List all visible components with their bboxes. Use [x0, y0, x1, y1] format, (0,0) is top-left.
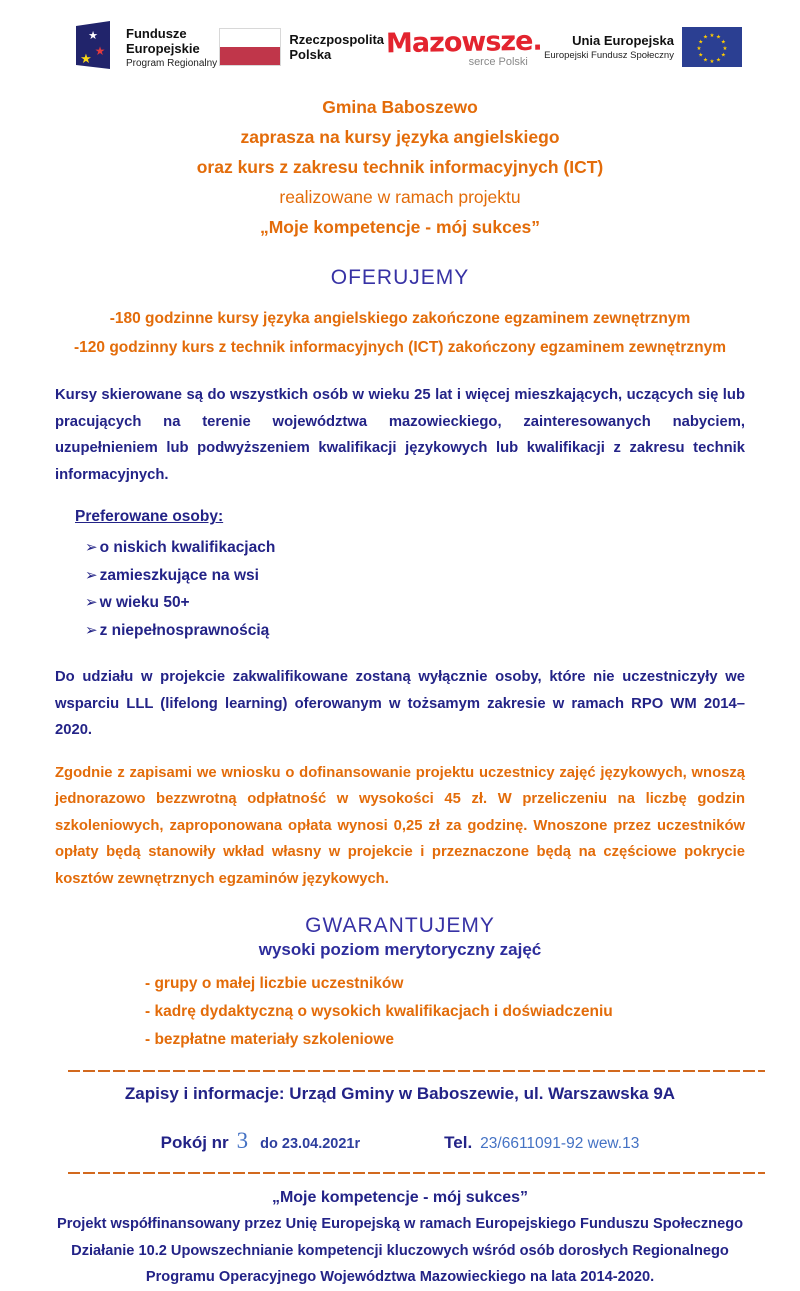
preferred-heading: Preferowane osoby:: [75, 508, 224, 525]
eligibility-paragraph: Do udziału w projekcie zakwalifikowane zostaną wyłącznie osoby, które nie uczestniczyły we wsparciu LLL (lifelong learning) oferowanym w tożsamym zakresie w ramach RPO WM 2014–2020.: [55, 669, 745, 738]
eu-title: Unia Europejska: [572, 33, 674, 48]
guarantee-subheading: wysoki poziom merytoryczny zajęć: [258, 940, 542, 959]
logo-fundusze-europejskie: [66, 17, 217, 78]
poland-line-1: Rzeczpospolita: [289, 32, 384, 47]
fe-title-2: Europejskie: [126, 40, 200, 56]
room-label: Pokój nr: [160, 1133, 229, 1152]
poland-flag-icon: [219, 28, 281, 66]
svg-text:★: ★: [716, 57, 721, 64]
svg-text:★: ★: [80, 51, 92, 67]
contact-line: Zapisy i informacje: Urząd Gminy w Baboszewie, ul. Warszawska 9A: [124, 1084, 676, 1103]
offer-heading: OFERUJEMY: [330, 266, 470, 289]
svg-text:★: ★: [709, 33, 715, 39]
list-item-label: w wieku 50+: [99, 594, 190, 611]
tel-label: Tel.: [444, 1133, 473, 1152]
svg-text:★: ★: [696, 46, 702, 52]
target-group-paragraph: Kursy skierowane są do wszystkich osób w wieku 25 lat i więcej mieszkających, uczących się lub pracujących na terenie województwa mazowieckiego, zainteresowanych nabyciem, uzupełnieniem lub podwyższeniem kwalifikacji językowych lub kwalifikacji z zakresu technik informacyjnych.: [55, 387, 745, 483]
logo-rzeczpospolita-polska: [219, 28, 384, 66]
title-line-1: Gmina Baboszewo: [322, 97, 478, 117]
fundusze-europejskie-label: [126, 26, 217, 69]
room-and-phone-row: [0, 1128, 800, 1154]
logo-strip: [0, 14, 800, 80]
fe-subtitle: Program Regionalny: [126, 57, 218, 69]
svg-text:★: ★: [716, 34, 721, 41]
flyer-title-block: [0, 92, 800, 242]
list-item-label: z niepełnosprawnością: [99, 621, 270, 639]
arrow-bullet-icon: ➢: [85, 539, 98, 556]
list-item: [85, 534, 800, 562]
dashed-divider: [68, 1172, 765, 1174]
list-item-label: zamieszkujące na wsi: [99, 566, 259, 584]
eu-subtitle: Europejski Fundusz Społeczny: [544, 50, 674, 61]
preferred-list: [85, 534, 800, 644]
title-line-5: „Moje kompetencje - mój sukces”: [259, 217, 541, 237]
list-item: [85, 562, 800, 590]
list-item: [85, 617, 800, 645]
footer: [0, 1184, 800, 1291]
logo-mazowsze: [386, 27, 542, 68]
tel-number: 23/6611091-92 wew.13: [480, 1135, 640, 1152]
arrow-bullet-icon: ➢: [85, 621, 98, 639]
svg-text:★: ★: [720, 52, 726, 59]
room-number: 3: [236, 1128, 249, 1153]
footer-line: Działanie 10.2 Upowszechnianie kompetencji kluczowych wśród osób dorosłych Regionalnego: [71, 1242, 729, 1259]
title-line-2: zaprasza na kursy języka angielskiego: [240, 127, 560, 147]
offer-item: -180 godzinne kursy języka angielskiego zakończone egzaminem zewnętrznym: [109, 310, 691, 327]
svg-text:★: ★: [703, 34, 708, 41]
svg-text:★: ★: [722, 46, 728, 52]
arrow-bullet-icon: ➢: [85, 594, 98, 611]
poland-label: [289, 32, 384, 62]
list-item: [85, 589, 800, 617]
svg-text:★: ★: [698, 52, 704, 59]
offer-item: -120 godzinny kurs z technik informacyjnych (ICT) zakończony egzaminem zewnętrznym: [73, 339, 726, 356]
list-item: - kadrę dydaktyczną o wysokich kwalifikacjach i doświadczeniu: [145, 1003, 613, 1020]
poland-line-2: Polska: [289, 47, 332, 62]
fundusze-europejskie-flag-icon: [66, 17, 118, 78]
mazowsze-tagline: serce Polski: [468, 55, 528, 68]
svg-text:★: ★: [94, 43, 106, 58]
footer-line: Programu Operacyjnego Województwa Mazowieckiego na lata 2014-2020.: [145, 1269, 655, 1285]
list-item: - bezpłatne materiały szkoleniowe: [145, 1031, 394, 1048]
guarantee-list: [145, 970, 800, 1054]
eu-label: [544, 33, 674, 61]
list-item-label: o niskich kwalifikacjach: [99, 539, 276, 556]
title-line-4: realizowane w ramach projektu: [279, 187, 521, 207]
offer-items: [0, 304, 800, 362]
svg-text:★: ★: [703, 57, 708, 64]
guarantee-heading: GWARANTUJEMY: [305, 914, 495, 937]
svg-text:★: ★: [88, 28, 98, 42]
footer-line: Projekt współfinansowany przez Unię Europejską w ramach Europejskiego Funduszu Społecznego: [56, 1216, 744, 1232]
title-line-3: oraz kurs z zakresu technik informacyjnych (ICT): [196, 157, 604, 177]
list-item: - grupy o małej liczbie uczestników: [145, 975, 404, 992]
fees-paragraph: Zgodnie z zapisami we wniosku o dofinansowanie projektu uczestnicy zajęć językowych, wnoszą jednorazowo bezzwrotną odpłatność w wysokości 45 zł. W przeliczeniu na liczbę godzin szkoleniowych, zaproponowana opłata wynosi 0,25 zł za godzinę. Wnoszone przez uczestników opłaty będą stanowiły wkład własny w projekcie i przeznaczone będą na częściowe pokrycie kosztów zewnętrznych egzaminów językowych.: [55, 764, 745, 887]
logo-unia-europejska: [544, 27, 742, 67]
footer-project-title: „Moje kompetencje - mój sukces”: [271, 1189, 529, 1206]
deadline: do 23.04.2021r: [260, 1136, 361, 1152]
eu-flag-icon: [682, 27, 742, 67]
svg-text:★: ★: [709, 59, 715, 65]
fe-title-1: Fundusze: [126, 25, 187, 41]
svg-text:★: ★: [698, 39, 704, 46]
mazowsze-wordmark: Mazowsze.: [385, 25, 543, 59]
arrow-bullet-icon: ➢: [85, 566, 98, 584]
svg-text:★: ★: [720, 39, 726, 46]
